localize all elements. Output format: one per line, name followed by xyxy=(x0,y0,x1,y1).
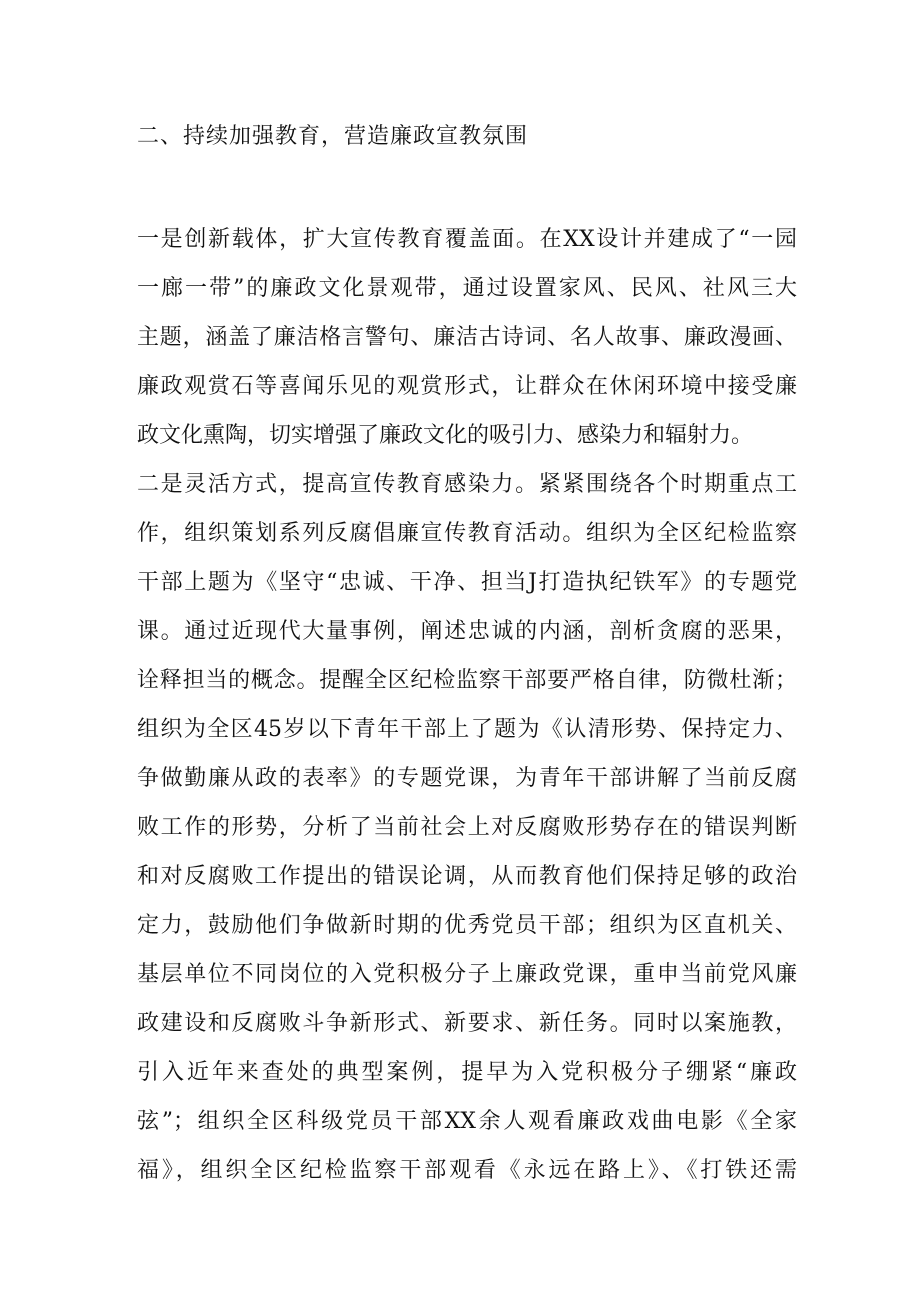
text-line: 政建设和反腐败斗争新形式、新要求、新任务。同时以案施教， xyxy=(137,1011,797,1036)
text-line: 和对反腐败工作提出的错误论调，从而教育他们保持足够的政治 xyxy=(137,864,797,889)
text-line: 一是创新载体，扩大宣传教育覆盖面。在XX设计并建成了“一园 xyxy=(137,227,797,252)
text-line: 二是灵活方式，提高宣传教育感染力。紧紧围绕各个时期重点工 xyxy=(137,472,797,497)
text-line: 败工作的形势，分析了当前社会上对反腐败形势存在的错误判断 xyxy=(137,815,797,840)
text-line: 主题，涵盖了廉洁格言警句、廉洁古诗词、名人故事、廉政漫画、 xyxy=(137,325,797,350)
text-line: 廉政观赏石等喜闻乐见的观赏形式，让群众在休闲环境中接受廉 xyxy=(137,374,797,399)
text-line: 引入近年来查处的典型案例，提早为入党积极分子绷紧“廉政 xyxy=(137,1060,797,1085)
text-line: 福》，组织全区纪检监察干部观看《永远在路上》、《打铁还需 xyxy=(137,1158,797,1183)
text-line: 作，组织策划系列反腐倡廉宣传教育活动。组织为全区纪检监察 xyxy=(137,521,797,546)
text-line: 基层单位不同岗位的入党积极分子上廉政党课，重申当前党风廉 xyxy=(137,962,797,987)
text-line: 政文化熏陶，切实增强了廉政文化的吸引力、感染力和辐射力。 xyxy=(137,423,754,448)
text-line: 课。通过近现代大量事例，阐述忠诚的内涵，剖析贪腐的恶果， xyxy=(137,619,797,644)
text-line: 干部上题为《坚守“忠诚、干净、担当J打造执纪铁军》的专题党 xyxy=(137,570,797,595)
text-line: 弦”；组织全区科级党员干部XX余人观看廉政戏曲电影《全家 xyxy=(137,1109,797,1134)
paragraph-flexible-methods xyxy=(137,460,797,1195)
text-line: 争做勤廉从政的表率》的专题党课，为青年干部讲解了当前反腐 xyxy=(137,766,797,791)
text-line: 组织为全区45岁以下青年干部上了题为《认清形势、保持定力、 xyxy=(137,717,797,742)
text-line: 一廊一带”的廉政文化景观带，通过设置家风、民风、社风三大 xyxy=(137,276,797,301)
section-heading: 二、持续加强教育，营造廉政宣教氛围 xyxy=(137,124,529,149)
text-line: 定力，鼓励他们争做新时期的优秀党员干部；组织为区直机关、 xyxy=(137,913,797,938)
text-line: 诠释担当的概念。提醒全区纪检监察干部要严格自律，防微杜渐； xyxy=(137,668,797,693)
paragraph-innovation xyxy=(137,215,797,460)
